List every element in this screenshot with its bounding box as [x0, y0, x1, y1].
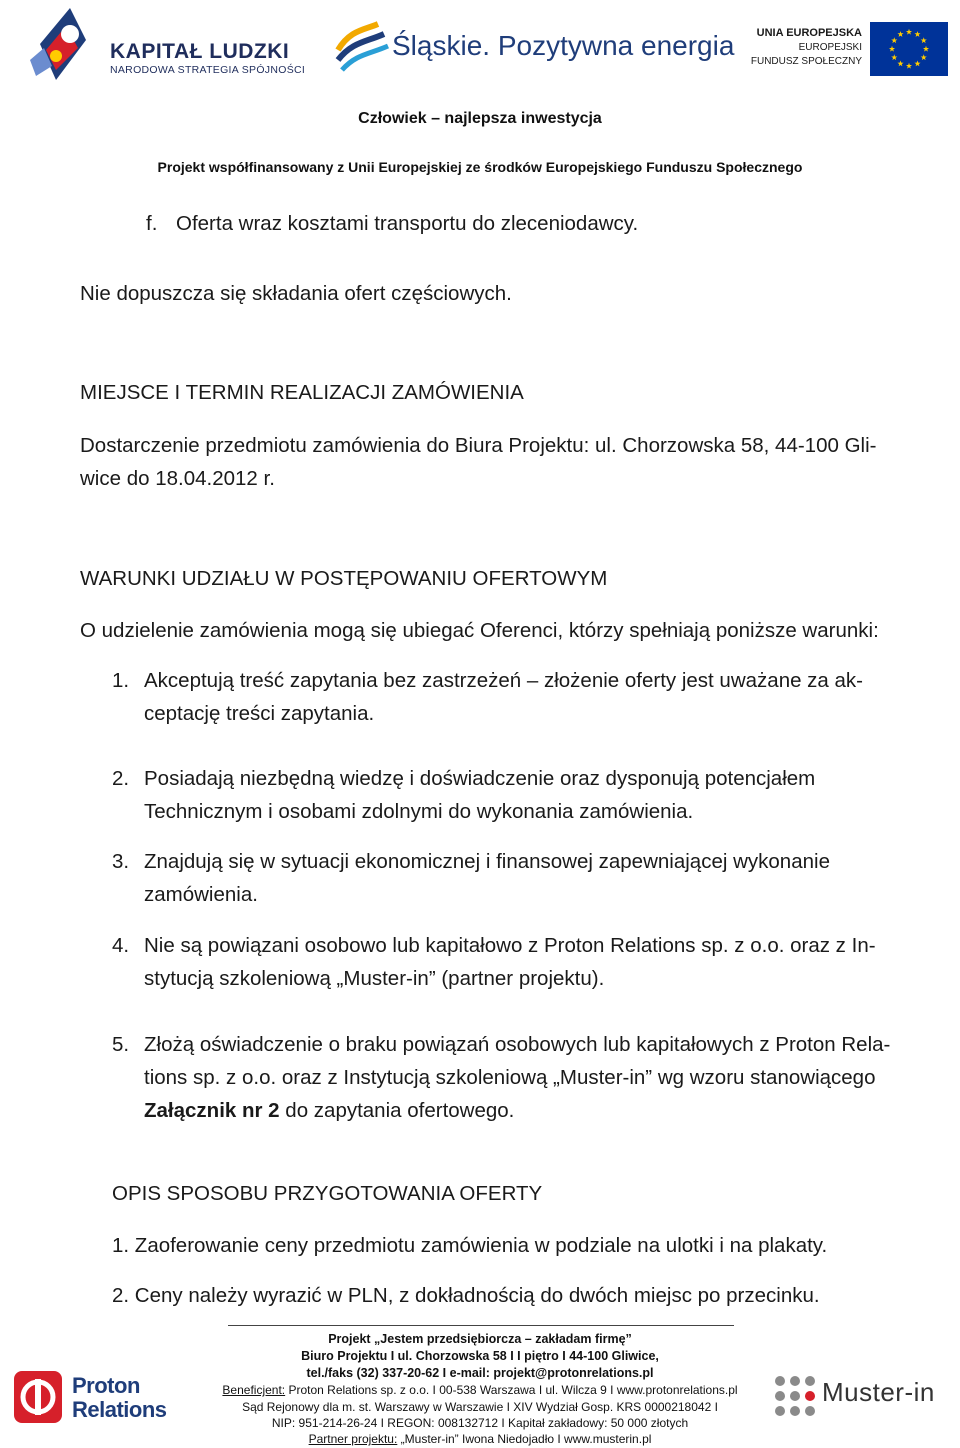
eu-star-icon: [906, 63, 912, 69]
eu-star-icon: [889, 46, 895, 52]
condition-5-line-2: tions sp. z o.o. oraz z Instytucją szkoleniową „Muster-in” wg wzoru stanowiącego: [144, 1066, 876, 1089]
prep-heading: OPIS SPOSOBU PRZYGOTOWANIA OFERTY: [112, 1182, 543, 1205]
kapital-ludzki-subtitle: NARODOWA STRATEGIA SPÓJNOŚCI: [110, 64, 306, 76]
eu-star-icon: [921, 54, 927, 60]
page-footer: [0, 1325, 960, 1448]
condition-5-number: 5.: [112, 1033, 130, 1056]
footer-office-line: Biuro Projektu I ul. Chorzowska 58 I I piętro I 44-100 Gliwice,: [301, 1349, 659, 1363]
eu-logo: [752, 22, 948, 78]
muster-in-dots-icon: [772, 1373, 818, 1419]
footer-divider: [228, 1325, 734, 1326]
prep-item-1: 1. Zaoferowanie ceny przedmiotu zamówienia w podziale na ulotki i na plakaty.: [112, 1234, 828, 1257]
eu-fund-label-1: EUROPEJSKI: [798, 42, 862, 53]
eu-star-icon: [891, 37, 897, 43]
condition-2-number: 2.: [112, 767, 130, 790]
kapital-ludzki-title: KAPITAŁ LUDZKI: [110, 40, 290, 63]
page-header: [0, 0, 960, 190]
eu-fund-label-2: FUNDUSZ SPOŁECZNY: [750, 56, 862, 67]
condition-4-number: 4.: [112, 934, 130, 957]
proton-wordmark-1: Proton: [72, 1373, 140, 1398]
kapital-ludzki-logo: [26, 4, 326, 84]
item-f-marker: f.: [146, 212, 158, 235]
prep-item-2: 2. Ceny należy wyrazić w PLN, z dokładnością do dwóch miejsc po przecinku.: [112, 1284, 820, 1307]
footer-project-name: Projekt „Jestem przedsiębiorcza – zakładam firmę”: [328, 1332, 632, 1346]
proton-relations-emblem-icon: [12, 1369, 64, 1425]
place-heading: MIEJSCE I TERMIN REALIZACJI ZAMÓWIENIA: [80, 381, 524, 404]
beneficiary-text: Proton Relations sp. z o.o. I 00-538 Warszawa I ul. Wilcza 9 I www.protonrelations.pl: [285, 1383, 738, 1397]
place-line-1: Dostarczenie przedmiotu zamówienia do Biura Projektu: ul. Chorzowska 58, 44-100 Gli-: [80, 434, 877, 457]
condition-3-line-1: Znajdują się w sytuacji ekonomicznej i finansowej zapewniającej wykonanie: [144, 850, 830, 873]
condition-1-number: 1.: [112, 669, 130, 692]
condition-5-line-1: Złożą oświadczenie o braku powiązań osobowych lub kapitałowych z Proton Rela-: [144, 1033, 891, 1056]
tagline: Człowiek – najlepsza inwestycja: [358, 110, 602, 127]
footer-contact-line: tel./faks (32) 337-20-62 I e-mail: projekt@protonrelations.pl: [306, 1366, 654, 1380]
eu-star-icon: [906, 29, 912, 35]
condition-1-line-2: ceptację treści zapytania.: [144, 702, 375, 725]
condition-3-line-2: zamówienia.: [144, 883, 258, 906]
eu-star-icon: [914, 61, 920, 67]
condition-1-line-1: Akceptują treść zapytania bez zastrzeżeń – złożenie oferty jest uważane za ak-: [144, 669, 864, 692]
muster-in-wordmark: Muster-in: [822, 1377, 935, 1407]
eu-star-icon: [914, 31, 920, 37]
condition-5-line-3: [144, 1094, 514, 1127]
conditions-heading: WARUNKI UDZIAŁU W POSTĘPOWANIU OFERTOWYM: [80, 567, 608, 590]
kapital-ludzki-emblem-icon: [26, 4, 106, 84]
condition-4-line-1: Nie są powiązani osobowo lub kapitałowo z Proton Relations sp. z o.o. oraz z In-: [144, 934, 876, 957]
eu-star-icon: [897, 61, 903, 67]
no-partial-offers: Nie dopuszcza się składania ofert częściowych.: [80, 282, 512, 305]
condition-2-line-2: Technicznym i osobami zdolnymi do wykonania zamówienia.: [144, 800, 694, 823]
partner-label: Partner projektu:: [308, 1432, 398, 1446]
proton-relations-logo: [12, 1369, 192, 1429]
condition-3-number: 3.: [112, 850, 130, 873]
eu-star-icon: [891, 54, 897, 60]
footer-partner-line: [0, 1432, 960, 1446]
eu-star-icon: [923, 46, 929, 52]
cofinancing-note: Projekt współfinansowany z Unii Europejskiej ze środków Europejskiego Funduszu Społecznego: [157, 159, 803, 175]
muster-in-logo: [772, 1373, 956, 1423]
item-f-text: Oferta wraz kosztami transportu do zleceniodawcy.: [176, 212, 639, 235]
attachment-reference: Załącznik nr 2: [144, 1099, 280, 1122]
partner-text: „Muster-in” Iwona Niedojadło I www.musterin.pl: [397, 1432, 652, 1446]
slaskie-wordmark: Śląskie. Pozytywna energia: [392, 30, 735, 61]
condition-2-line-1: Posiadają niezbędną wiedzę i doświadczenie oraz dysponują potencjałem: [144, 767, 816, 790]
condition-5-line-3-rest: do zapytania ofertowego.: [279, 1099, 515, 1122]
place-line-2: wice do 18.04.2012 r.: [80, 467, 275, 490]
beneficiary-label: Beneficjent:: [222, 1383, 286, 1397]
footer-court-line: Sąd Rejonowy dla m. st. Warszawy w Warszawie I XIV Wydział Gosp. KRS 0000218042 I: [242, 1400, 718, 1414]
slaskie-logo: [334, 20, 735, 72]
conditions-intro: O udzielenie zamówienia mogą się ubiegać Oferenci, którzy spełniają poniższe warunki:: [80, 619, 879, 642]
eu-star-icon: [897, 31, 903, 37]
eu-flag-icon: [870, 22, 948, 76]
condition-4-line-2: stytucją szkoleniową „Muster-in” (partner projektu).: [144, 967, 605, 990]
slaskie-waves-icon: [334, 20, 390, 72]
eu-star-icon: [921, 37, 927, 43]
footer-nip-line: NIP: 951-214-26-24 I REGON: 008132712 I Kapitał zakładowy: 50 000 złotych: [271, 1416, 689, 1430]
eu-union-label: UNIA EUROPEJSKA: [756, 27, 862, 39]
proton-wordmark-2: Relations: [72, 1397, 167, 1422]
